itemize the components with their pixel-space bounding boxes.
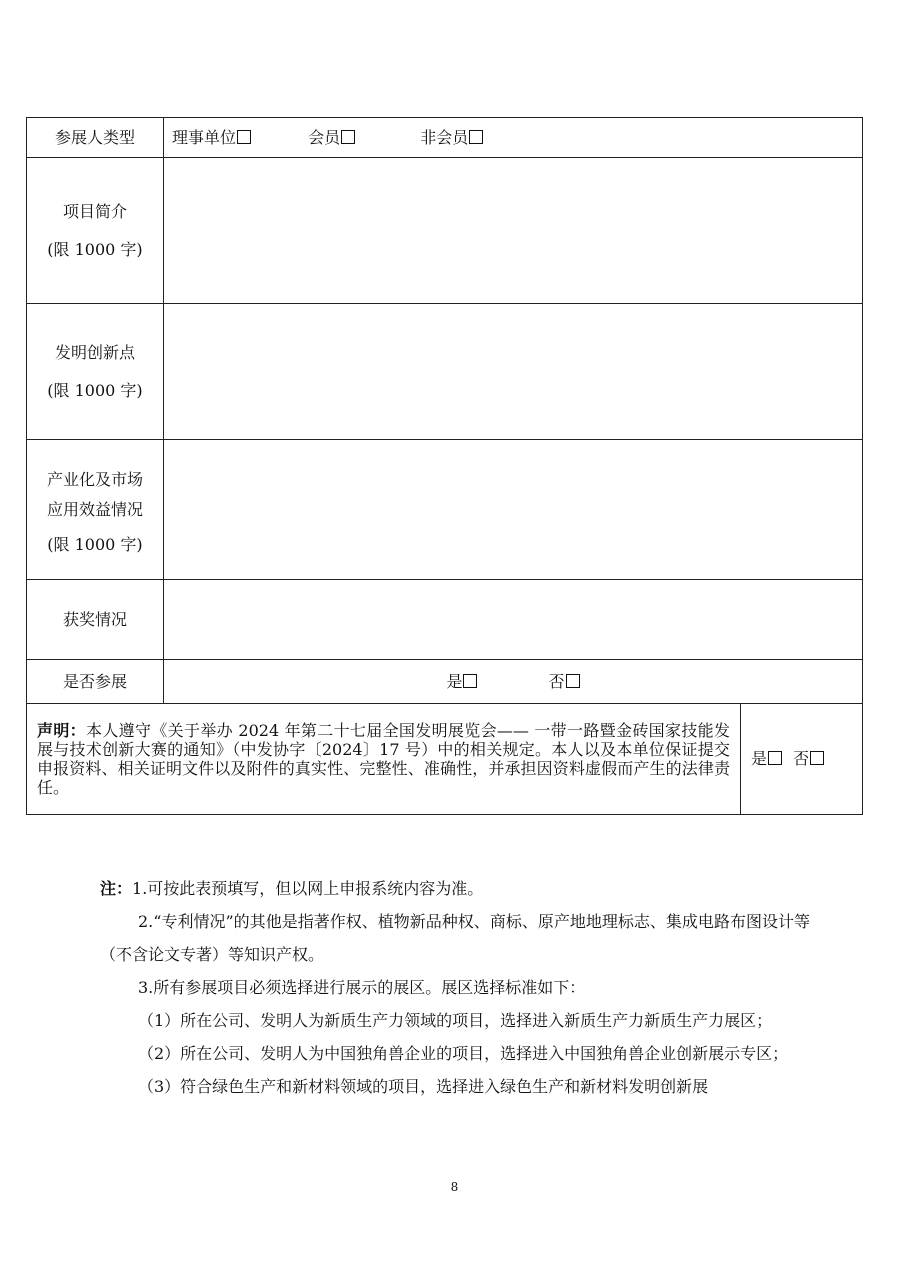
project-intro-limit: (限 1000 字) [47, 239, 143, 259]
option-non-member[interactable]: 非会员 [420, 128, 483, 147]
exhibit-label: 是否参展 [27, 660, 164, 704]
note-item-2: 2.“专利情况”的其他是指著作权、植物新品种权、商标、原产地地理标志、集成电路布图设计等（不含论文专著）等知识产权。 [100, 912, 810, 964]
project-intro-label: 项目简介 [62, 202, 127, 222]
row-exhibit [27, 660, 863, 704]
row-industrialization [27, 440, 863, 580]
industrialization-label-cell [27, 440, 164, 580]
exhibit-no-option[interactable]: 否 [549, 672, 580, 691]
exhibit-yes-checkbox[interactable] [463, 674, 477, 688]
row-awards [27, 580, 863, 660]
participant-type-label: 参展人类型 [27, 118, 164, 158]
note-item-3: 3.所有参展项目必须选择进行展示的展区。展区选择标准如下： [138, 978, 586, 997]
project-intro-label-cell [27, 158, 164, 304]
note-item-1: 注：1.可按此表预填写，但以网上申报系统内容为准。 [100, 879, 484, 898]
declaration-cell [27, 704, 741, 815]
exhibit-options [164, 660, 863, 704]
participant-type-options [164, 118, 863, 158]
member-checkbox[interactable] [341, 130, 355, 144]
registration-form-table [26, 117, 863, 815]
page-number: 8 [450, 1180, 459, 1194]
awards-label: 获奖情况 [27, 580, 164, 660]
innovation-limit: (限 1000 字) [47, 380, 143, 400]
industrialization-label-line2: 应用效益情况 [46, 499, 143, 519]
exhibit-no-checkbox[interactable] [566, 674, 580, 688]
project-intro-field[interactable] [164, 158, 863, 304]
declaration-no-checkbox[interactable] [810, 751, 824, 765]
declaration-options [741, 704, 863, 815]
industrialization-label-line1: 产业化及市场 [46, 469, 143, 489]
option-council-member[interactable]: 理事单位 [172, 128, 251, 147]
non-member-checkbox[interactable] [469, 130, 483, 144]
declaration-yes-checkbox[interactable] [768, 751, 782, 765]
notes-section [100, 872, 810, 1103]
row-project-intro [27, 158, 863, 304]
innovation-field[interactable] [164, 304, 863, 440]
industrialization-field[interactable] [164, 440, 863, 580]
notes-heading: 注： [100, 879, 133, 898]
note-sub-item-2: （2）所在公司、发明人为中国独角兽企业的项目，选择进入中国独角兽企业创新展示专区； [138, 1044, 789, 1063]
awards-field[interactable] [164, 580, 863, 660]
row-declaration [27, 704, 863, 815]
option-member[interactable]: 会员 [308, 128, 355, 147]
row-participant-type [27, 118, 863, 158]
note-sub-item-3: （3）符合绿色生产和新材料领域的项目，选择进入绿色生产和新材料发明创新展 [138, 1077, 709, 1096]
declaration-no-option[interactable]: 否 [793, 749, 824, 768]
declaration-text: 本人遵守《关于举办 2024 年第二十七届全国发明展览会—— 一带一路暨金砖国家技能发展与技术创新大赛的通知》（中发协字〔2024〕17 号）中的相关规定。本人以及本单位保证提交申报资料、相关证明文件以及附件的真实性、完整性、准确性，并承担因资料虚假而产生的法律责任。 [37, 720, 730, 798]
innovation-label-cell [27, 304, 164, 440]
declaration-heading: 声明： [37, 720, 87, 740]
exhibit-yes-option[interactable]: 是 [446, 672, 477, 691]
innovation-label: 发明创新点 [54, 343, 135, 363]
industrialization-limit: (限 1000 字) [47, 534, 143, 554]
council-member-checkbox[interactable] [237, 130, 251, 144]
note-sub-item-1: （1）所在公司、发明人为新质生产力领域的项目，选择进入新质生产力新质生产力展区； [138, 1011, 773, 1030]
row-innovation [27, 304, 863, 440]
declaration-yes-option[interactable]: 是 [751, 749, 782, 768]
